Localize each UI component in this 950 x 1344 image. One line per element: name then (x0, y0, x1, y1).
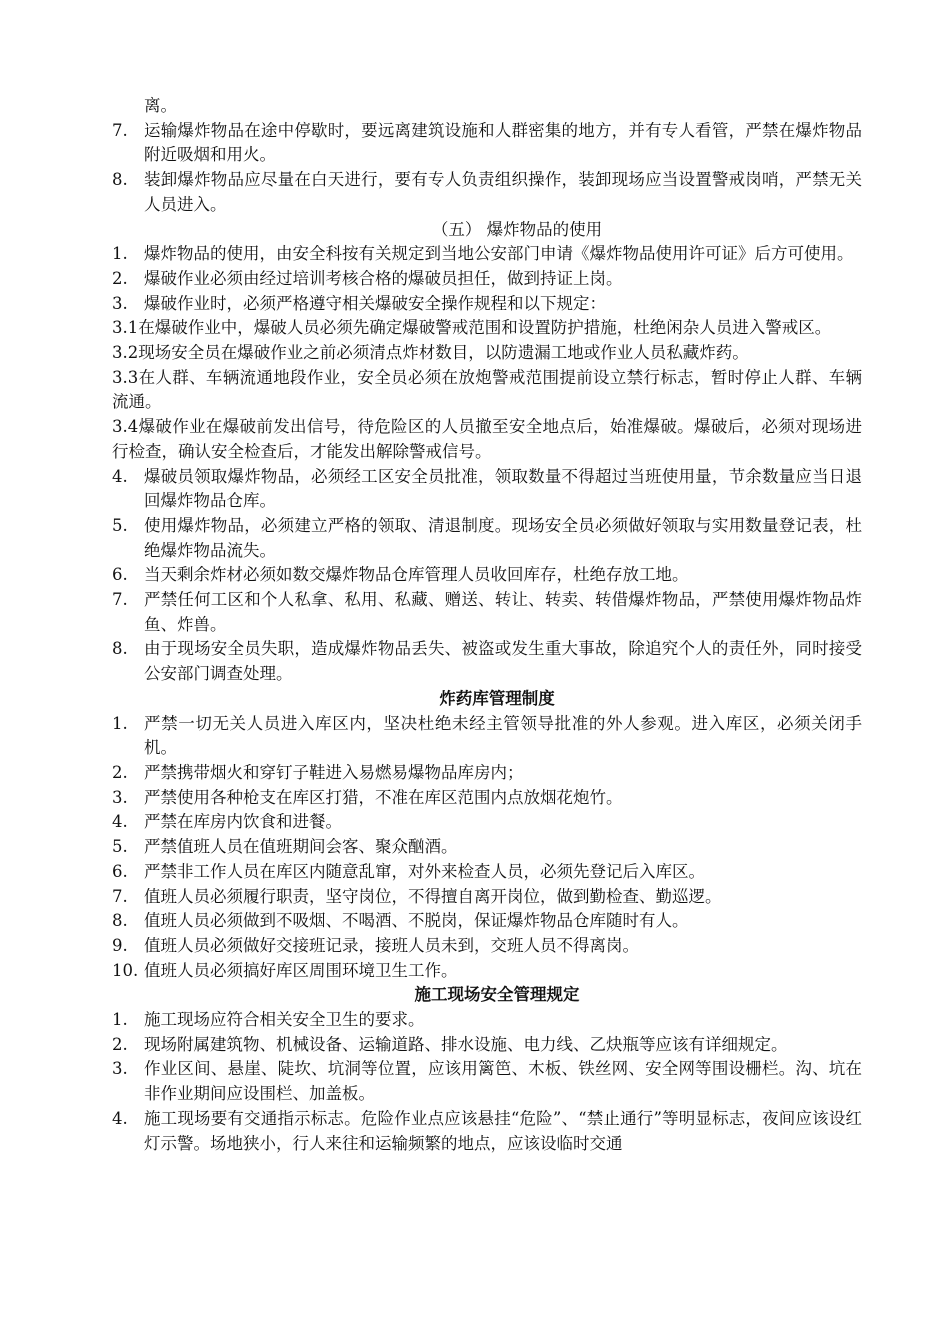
list-item (112, 959, 862, 984)
usage-list (112, 242, 862, 316)
document-page (112, 94, 862, 1156)
item-number: 4. (112, 812, 128, 832)
item-number: 7. (112, 590, 128, 610)
item-text: 值班人员必须履行职责，坚守岗位，不得擅自离开岗位，做到勤检查、勤巡逻。 (144, 886, 722, 906)
transport-list (112, 119, 862, 218)
list-item (112, 761, 862, 786)
continuation-text: 离。 (144, 96, 177, 115)
item-text: 当天剩余炸材必须如数交爆炸物品仓库管理人员收回库存，杜绝存放工地。 (144, 565, 689, 585)
item-number: 8. (112, 911, 128, 931)
item-number: 6. (112, 861, 128, 881)
item-number: 7. (112, 120, 128, 140)
sub-item: 3.4爆破作业在爆破前发出信号，待危险区的人员撤至安全地点后，始准爆破。爆破后，必须对现场进行检查，确认安全检查后，才能发出解除警戒信号。 (112, 417, 862, 461)
item-text: 运输爆炸物品在途中停歇时，要远离建筑设施和人群密集的地方，并有专人看管，严禁在爆炸物品附近吸烟和用火。 (144, 120, 862, 165)
item-text: 严禁一切无关人员进入库区内，坚决杜绝未经主管领导批准的外人参观。进入库区，必须关闭手机。 (144, 713, 862, 758)
section-title: （五） 爆炸物品的使用 (431, 219, 603, 239)
item-number: 2. (112, 1034, 128, 1054)
item-number: 1. (112, 713, 128, 733)
item-number: 3. (112, 1059, 128, 1079)
item-number: 7. (112, 886, 128, 906)
list-item (112, 563, 862, 588)
item-text: 装卸爆炸物品应尽量在白天进行，要有专人负责组织操作，装卸现场应当设置警戒岗哨，严禁无关人员进入。 (144, 170, 862, 214)
list-item (112, 588, 862, 637)
warehouse-rule-list (112, 712, 862, 984)
item-number: 1. (112, 1010, 128, 1030)
item-text: 严禁任何工区和个人私拿、私用、私藏、赠送、转让、转卖、转借爆炸物品，严禁使用爆炸物品炸鱼、炸兽。 (144, 590, 862, 634)
item-text: 严禁值班人员在值班期间会客、聚众酗酒。 (144, 837, 458, 857)
item-number: 5. (112, 515, 128, 535)
item-number: 2. (112, 762, 128, 782)
list-item (112, 909, 862, 934)
item-text: 施工现场应符合相关安全卫生的要求。 (144, 1010, 425, 1030)
list-item (112, 860, 862, 885)
item-number: 5. (112, 837, 128, 857)
site-safety-heading: 施工现场安全管理规定 (414, 985, 580, 1005)
list-item (112, 835, 862, 860)
item-text: 爆炸物品的使用，由安全科按有关规定到当地公安部门申请《爆炸物品使用许可证》后方可使用。 (144, 244, 854, 264)
list-item (112, 712, 862, 761)
list-item (112, 934, 862, 959)
item-text: 现场附属建筑物、机械设备、运输道路、排水设施、电力线、乙炔瓶等应该有详细规定。 (144, 1034, 788, 1054)
list-item (112, 1033, 862, 1058)
warehouse-heading: 炸药库管理制度 (439, 688, 555, 708)
item-number: 6. (112, 565, 128, 585)
list-item (112, 1008, 862, 1033)
item-text: 作业区间、悬崖、陡坎、坑洞等位置，应该用篱笆、木板、铁丝网、安全网等围设栅栏。沟、坑在非作业期间应设围栏、加盖板。 (144, 1059, 862, 1104)
list-item (112, 168, 862, 217)
item-number: 8. (112, 170, 128, 190)
item-number: 2. (112, 268, 128, 288)
item-number: 3. (112, 787, 128, 807)
sub-item: 3.2现场安全员在爆破作业之前必须清点炸材数目，以防遗漏工地或作业人员私藏炸药。 (112, 343, 749, 363)
sub-rule-list (112, 316, 862, 464)
list-item (112, 1107, 862, 1156)
list-item (112, 1057, 862, 1106)
list-item (112, 885, 862, 910)
sub-item: 3.3在人群、车辆流通地段作业，安全员必须在放炮警戒范围提前设立禁行标志，暂时停止人群、车辆流通。 (112, 367, 862, 412)
item-number: 10. (112, 960, 139, 980)
site-rule-list (112, 1008, 862, 1156)
item-text: 爆破作业必须由经过培训考核合格的爆破员担任，做到持证上岗。 (144, 268, 623, 288)
item-text: 使用爆炸物品，必须建立严格的领取、清退制度。现场安全员必须做好领取与实用数量登记表，杜绝爆炸物品流失。 (144, 515, 862, 560)
list-item (112, 242, 862, 267)
item-text: 由于现场安全员失职，造成爆炸物品丢失、被盗或发生重大事故，除追究个人的责任外，同时接受公安部门调查处理。 (144, 639, 862, 684)
item-text: 值班人员必须做到不吸烟、不喝酒、不脱岗，保证爆炸物品仓库随时有人。 (144, 911, 689, 931)
item-text: 严禁携带烟火和穿钉子鞋进入易燃易爆物品库房内； (144, 762, 524, 782)
list-item (112, 637, 862, 686)
item-number: 9. (112, 935, 128, 955)
usage-list-continued (112, 465, 862, 687)
item-text: 值班人员必须做好交接班记录，接班人员未到，交班人员不得离岗。 (144, 935, 639, 955)
list-item (112, 465, 862, 514)
item-text: 爆破员领取爆炸物品，必须经工区安全员批准，领取数量不得超过当班使用量，节余数量应当日退回爆炸物品仓库。 (144, 466, 862, 511)
list-item (112, 267, 862, 292)
item-text: 施工现场要有交通指示标志。危险作业点应该悬挂“危险”、“禁止通行”等明显标志，夜间应该设红灯示警。场地狭小，行人来往和运输频繁的地点，应该设临时交通 (144, 1108, 862, 1153)
item-text: 严禁使用各种枪支在库区打猎，不准在库区范围内点放烟花炮竹。 (144, 787, 623, 807)
item-text: 值班人员必须搞好库区周围环境卫生工作。 (144, 960, 458, 980)
item-number: 4. (112, 1108, 128, 1128)
list-item (112, 119, 862, 168)
item-number: 8. (112, 639, 128, 659)
list-item (112, 810, 862, 835)
item-number: 3. (112, 293, 128, 313)
item-text: 严禁非工作人员在库区内随意乱窜，对外来检查人员，必须先登记后入库区。 (144, 861, 705, 881)
item-text: 爆破作业时，必须严格遵守相关爆破安全操作规程和以下规定： (144, 293, 606, 313)
item-text: 严禁在库房内饮食和进餐。 (144, 812, 342, 832)
list-item (112, 292, 862, 317)
item-number: 4. (112, 466, 128, 486)
item-number: 1. (112, 244, 128, 264)
list-item (112, 514, 862, 563)
list-item (112, 786, 862, 811)
sub-item: 3.1在爆破作业中，爆破人员必须先确定爆破警戒范围和设置防护措施，杜绝闲杂人员进入警戒区。 (112, 318, 832, 338)
